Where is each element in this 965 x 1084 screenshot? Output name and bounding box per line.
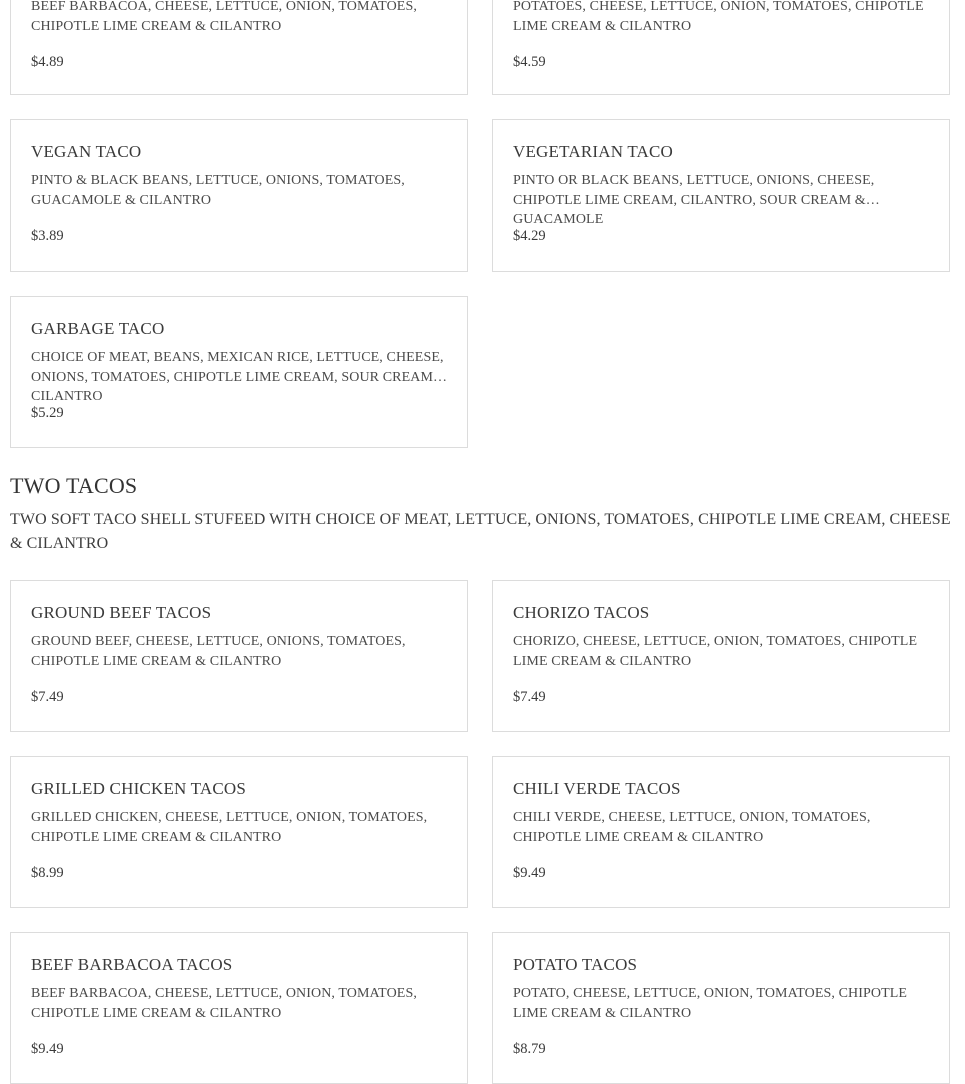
menu-item-name: CHORIZO TACOS — [513, 603, 650, 622]
menu-item-card[interactable] — [492, 119, 950, 272]
menu-item-name: GARBAGE TACO — [31, 319, 165, 338]
menu-item-price: $4.59 — [513, 54, 546, 70]
section-description: TWO SOFT TACO SHELL STUFEED WITH CHOICE OF MEAT, LETTUCE, ONIONS, TOMATOES, CHIPOTLE LIME CREAM, CHEESE & CILANTRO — [10, 511, 951, 552]
menu-item-card[interactable] — [10, 296, 468, 448]
menu-item-name: VEGETARIAN TACO — [513, 142, 674, 161]
menu-item-description: GROUND BEEF, CHEESE, LETTUCE, ONIONS, TOMATOES, CHIPOTLE LIME CREAM & CILANTRO — [31, 634, 406, 669]
menu-item-description: POTATOES, CHEESE, LETTUCE, ONION, TOMATOES, CHIPOTLE LIME CREAM & CILANTRO — [513, 0, 924, 34]
section-title: TWO TACOS — [10, 473, 138, 498]
menu-item-name: CHILI VERDE TACOS — [513, 779, 681, 798]
menu-item-card[interactable] — [492, 0, 950, 95]
menu-item-description: POTATO, CHEESE, LETTUCE, ONION, TOMATOES, CHIPOTLE LIME CREAM & CILANTRO — [513, 986, 908, 1021]
menu-item-price: $8.99 — [31, 865, 64, 881]
menu-item-description: PINTO & BLACK BEANS, LETTUCE, ONIONS, TOMATOES, GUACAMOLE & CILANTRO — [31, 173, 405, 208]
menu-item-card[interactable] — [492, 932, 950, 1084]
menu-item-description: CHOICE OF MEAT, BEANS, MEXICAN RICE, LETTUCE, CHEESE, ONIONS, TOMATOES, CHIPOTLE LIME CREAM, SOUR CREAM & CILANTRO — [31, 350, 448, 404]
menu-item-price: $3.89 — [31, 228, 64, 244]
menu-item-description: CHILI VERDE, CHEESE, LETTUCE, ONION, TOMATOES, CHIPOTLE LIME CREAM & CILANTRO — [513, 810, 871, 845]
menu-item-price: $7.49 — [31, 689, 64, 705]
menu-item-description: BEEF BARBACOA, CHEESE, LETTUCE, ONION, TOMATOES, CHIPOTLE LIME CREAM & CILANTRO — [31, 986, 417, 1021]
menu-item-price: $4.29 — [513, 228, 546, 244]
menu-item-price: $9.49 — [31, 1041, 64, 1057]
menu-item-description: BEEF BARBACOA, CHEESE, LETTUCE, ONION, TOMATOES, CHIPOTLE LIME CREAM & CILANTRO — [31, 0, 417, 34]
menu-item-card[interactable] — [492, 580, 950, 732]
menu-item-description: PINTO OR BLACK BEANS, LETTUCE, ONIONS, CHEESE, CHIPOTLE LIME CREAM, CILANTRO, SOUR CREAM & GUACAMOLE — [513, 173, 875, 227]
menu-item-name: GRILLED CHICKEN TACOS — [31, 779, 247, 798]
menu-item-card[interactable] — [10, 580, 468, 732]
menu-item-name: BEEF BARBACOA TACOS — [31, 955, 233, 974]
menu-item-price: $8.79 — [513, 1041, 546, 1057]
menu-item-card[interactable] — [10, 0, 468, 95]
menu-item-name: POTATO TACOS — [513, 955, 638, 974]
menu-item-name: GROUND BEEF TACOS — [31, 603, 212, 622]
menu-item-price: $5.29 — [31, 405, 64, 421]
menu-item-description: GRILLED CHICKEN, CHEESE, LETTUCE, ONION, TOMATOES, CHIPOTLE LIME CREAM & CILANTRO — [31, 810, 428, 845]
menu-item-card[interactable] — [492, 756, 950, 908]
menu-item-card[interactable] — [10, 932, 468, 1084]
menu-item-description: CHORIZO, CHEESE, LETTUCE, ONION, TOMATOES, CHIPOTLE LIME CREAM & CILANTRO — [513, 634, 918, 669]
menu-item-price: $9.49 — [513, 865, 546, 881]
menu-item-name: VEGAN TACO — [31, 142, 142, 161]
menu-item-price: $4.89 — [31, 54, 64, 70]
menu-item-card[interactable] — [10, 756, 468, 908]
menu-item-card[interactable] — [10, 119, 468, 272]
menu-item-price: $7.49 — [513, 689, 546, 705]
